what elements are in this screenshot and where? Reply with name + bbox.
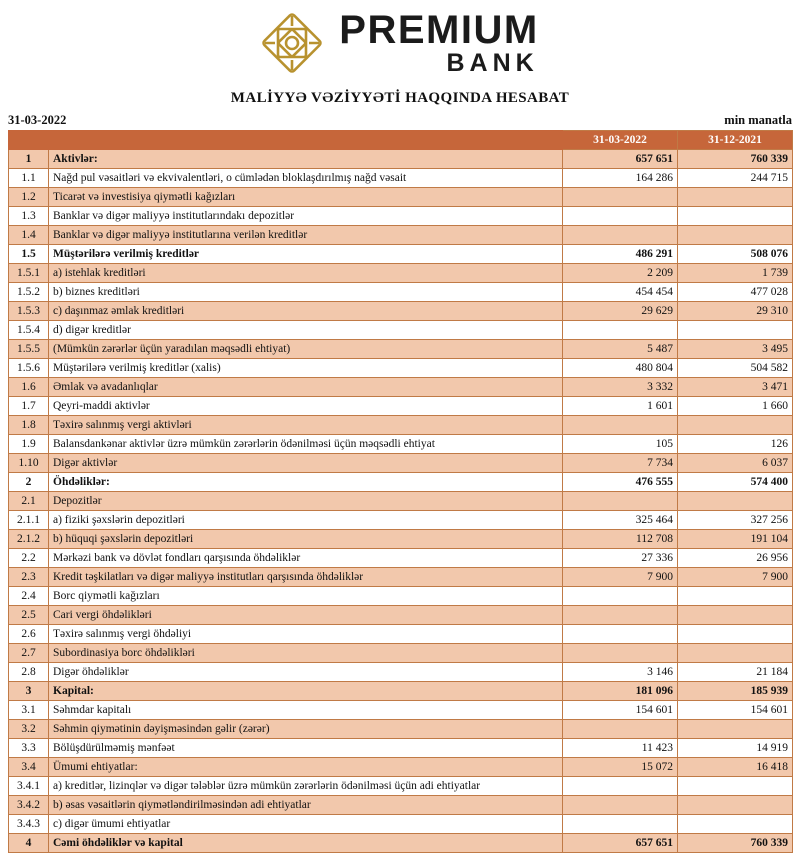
row-value-previous — [678, 207, 793, 226]
row-number: 3.4 — [9, 758, 49, 777]
table-row — [9, 245, 793, 264]
row-value-previous — [678, 587, 793, 606]
report-units: min manatla — [724, 113, 792, 127]
row-number: 1.1 — [9, 169, 49, 188]
row-description: Aktivlər: — [49, 150, 563, 169]
table-row — [9, 473, 793, 492]
row-description: c) digər ümumi ehtiyatlar — [49, 815, 563, 834]
table-row — [9, 834, 793, 853]
row-number: 2.1 — [9, 492, 49, 511]
row-value-previous — [678, 606, 793, 625]
row-description: Cari vergi öhdəlikləri — [49, 606, 563, 625]
row-description: (Mümkün zərərlər üçün yaradılan məqsədli ehtiyat) — [49, 340, 563, 359]
row-value-previous — [678, 321, 793, 340]
row-description: a) kreditlər, lizinqlər və digər tələblər üzrə mümkün zərərlərin ödənilməsi üçün adi ehtiyatlar — [49, 777, 563, 796]
row-value-current — [563, 625, 678, 644]
row-value-previous — [678, 492, 793, 511]
row-number: 1.5 — [9, 245, 49, 264]
row-number: 2.4 — [9, 587, 49, 606]
row-description: Öhdəliklər: — [49, 473, 563, 492]
row-value-previous: 14 919 — [678, 739, 793, 758]
row-value-previous: 1 660 — [678, 397, 793, 416]
row-description: Subordinasiya borc öhdəlikləri — [49, 644, 563, 663]
row-value-previous: 7 900 — [678, 568, 793, 587]
row-number: 2.7 — [9, 644, 49, 663]
row-description: b) biznes kreditləri — [49, 283, 563, 302]
row-description: Digər öhdəliklər — [49, 663, 563, 682]
brand-primary-text: PREMIUM — [339, 8, 539, 52]
row-description: Əmlak və avadanlıqlar — [49, 378, 563, 397]
row-value-current — [563, 492, 678, 511]
row-value-current: 105 — [563, 435, 678, 454]
row-value-previous — [678, 625, 793, 644]
table-row — [9, 663, 793, 682]
row-value-previous — [678, 416, 793, 435]
row-number: 4 — [9, 834, 49, 853]
row-number: 3.4.1 — [9, 777, 49, 796]
row-number: 2.2 — [9, 549, 49, 568]
row-number: 1.6 — [9, 378, 49, 397]
row-value-current: 27 336 — [563, 549, 678, 568]
row-number: 1.5.6 — [9, 359, 49, 378]
table-row — [9, 587, 793, 606]
row-number: 2 — [9, 473, 49, 492]
row-value-current — [563, 188, 678, 207]
row-value-previous: 26 956 — [678, 549, 793, 568]
table-row — [9, 207, 793, 226]
row-value-current: 7 900 — [563, 568, 678, 587]
row-value-previous — [678, 644, 793, 663]
row-number: 1.10 — [9, 454, 49, 473]
row-value-current — [563, 606, 678, 625]
row-value-current: 476 555 — [563, 473, 678, 492]
row-number: 3.1 — [9, 701, 49, 720]
table-row — [9, 435, 793, 454]
row-value-previous: 504 582 — [678, 359, 793, 378]
row-number: 1.4 — [9, 226, 49, 245]
table-row — [9, 359, 793, 378]
row-number: 3 — [9, 682, 49, 701]
row-number: 2.5 — [9, 606, 49, 625]
row-description: Balansdankənar aktivlər üzrə mümkün zərərlərin ödənilməsi üçün məqsədli ehtiyat — [49, 435, 563, 454]
report-meta — [0, 113, 800, 130]
table-row — [9, 796, 793, 815]
table-row — [9, 150, 793, 169]
row-number: 1.5.4 — [9, 321, 49, 340]
row-value-previous — [678, 777, 793, 796]
row-value-previous: 477 028 — [678, 283, 793, 302]
row-description: Banklar və digər maliyyə institutlarına verilən kreditlər — [49, 226, 563, 245]
table-row — [9, 188, 793, 207]
row-value-previous — [678, 226, 793, 245]
table-row — [9, 511, 793, 530]
row-number: 1.5.1 — [9, 264, 49, 283]
row-description: Ticarət və investisiya qiymətli kağızları — [49, 188, 563, 207]
table-row — [9, 682, 793, 701]
row-value-previous: 3 495 — [678, 340, 793, 359]
row-number: 2.3 — [9, 568, 49, 587]
row-number: 2.6 — [9, 625, 49, 644]
row-value-previous: 244 715 — [678, 169, 793, 188]
row-value-previous: 21 184 — [678, 663, 793, 682]
row-number: 3.4.2 — [9, 796, 49, 815]
row-number: 1.2 — [9, 188, 49, 207]
table-row — [9, 283, 793, 302]
row-description: Müştərilərə verilmiş kreditlər (xalis) — [49, 359, 563, 378]
row-description: c) daşınmaz əmlak kreditləri — [49, 302, 563, 321]
table-row — [9, 568, 793, 587]
row-value-current: 112 708 — [563, 530, 678, 549]
row-description: b) əsas vəsaitlərin qiymətləndirilməsindən adi ehtiyatlar — [49, 796, 563, 815]
row-number: 1 — [9, 150, 49, 169]
row-description: Kapital: — [49, 682, 563, 701]
row-value-current: 29 629 — [563, 302, 678, 321]
row-number: 2.1.1 — [9, 511, 49, 530]
row-description: a) fiziki şəxslərin depozitləri — [49, 511, 563, 530]
row-value-current — [563, 416, 678, 435]
row-description: Depozitlər — [49, 492, 563, 511]
row-number: 2.8 — [9, 663, 49, 682]
brand-wordmark — [339, 10, 538, 76]
table-row — [9, 454, 793, 473]
table-row — [9, 321, 793, 340]
row-description: a) istehlak kreditləri — [49, 264, 563, 283]
row-value-previous: 3 471 — [678, 378, 793, 397]
row-number: 1.5.3 — [9, 302, 49, 321]
row-description: Bölüşdürülməmiş mənfəət — [49, 739, 563, 758]
table-row — [9, 758, 793, 777]
row-value-current: 3 332 — [563, 378, 678, 397]
report-date: 31-03-2022 — [8, 113, 67, 127]
row-description: Digər aktivlər — [49, 454, 563, 473]
row-value-previous: 191 104 — [678, 530, 793, 549]
row-description: Ümumi ehtiyatlar: — [49, 758, 563, 777]
row-description: d) digər kreditlər — [49, 321, 563, 340]
table-row — [9, 606, 793, 625]
row-value-previous: 760 339 — [678, 834, 793, 853]
row-description: Banklar və digər maliyyə institutlarındakı depozitlər — [49, 207, 563, 226]
row-value-previous: 154 601 — [678, 701, 793, 720]
column-header-period-current: 31-03-2022 — [563, 131, 678, 150]
brand-secondary-text: BANK — [446, 49, 539, 77]
financial-statement-table — [8, 130, 793, 853]
row-value-previous: 6 037 — [678, 454, 793, 473]
row-value-current: 454 454 — [563, 283, 678, 302]
table-row — [9, 720, 793, 739]
row-value-previous: 508 076 — [678, 245, 793, 264]
row-value-current: 325 464 — [563, 511, 678, 530]
row-value-current: 3 146 — [563, 663, 678, 682]
row-value-previous: 1 739 — [678, 264, 793, 283]
table-row — [9, 397, 793, 416]
row-number: 2.1.2 — [9, 530, 49, 549]
row-value-current — [563, 815, 678, 834]
row-description: Nağd pul vəsaitləri və ekvivalentləri, o cümlədən bloklaşdırılmış nağd vəsait — [49, 169, 563, 188]
table-row — [9, 492, 793, 511]
row-description: Cəmi öhdəliklər və kapital — [49, 834, 563, 853]
row-value-current: 181 096 — [563, 682, 678, 701]
table-row — [9, 739, 793, 758]
row-description: Səhmin qiymətinin dəyişməsindən gəlir (zərər) — [49, 720, 563, 739]
row-description: Təxirə salınmış vergi öhdəliyi — [49, 625, 563, 644]
row-description: Təxirə salınmış vergi aktivləri — [49, 416, 563, 435]
table-row — [9, 777, 793, 796]
row-value-previous: 574 400 — [678, 473, 793, 492]
row-value-current: 15 072 — [563, 758, 678, 777]
row-number: 1.5.2 — [9, 283, 49, 302]
row-description: Mərkəzi bank və dövlət fondları qarşısında öhdəliklər — [49, 549, 563, 568]
table-row — [9, 625, 793, 644]
row-value-current: 154 601 — [563, 701, 678, 720]
row-value-previous: 760 339 — [678, 150, 793, 169]
row-value-current: 480 804 — [563, 359, 678, 378]
table-row — [9, 340, 793, 359]
brand-header — [0, 0, 800, 78]
row-value-current: 657 651 — [563, 834, 678, 853]
row-value-previous: 29 310 — [678, 302, 793, 321]
row-number: 1.8 — [9, 416, 49, 435]
row-number: 1.3 — [9, 207, 49, 226]
table-row — [9, 416, 793, 435]
table-row — [9, 530, 793, 549]
row-value-current — [563, 777, 678, 796]
row-value-current — [563, 207, 678, 226]
row-value-current: 5 487 — [563, 340, 678, 359]
row-value-current: 164 286 — [563, 169, 678, 188]
column-header-number — [9, 131, 49, 150]
row-number: 1.7 — [9, 397, 49, 416]
row-number: 3.4.3 — [9, 815, 49, 834]
page-title: MALİYYƏ VƏZİYYƏTİ HAQQINDA HESABAT — [230, 90, 570, 106]
row-value-current: 1 601 — [563, 397, 678, 416]
row-value-previous — [678, 796, 793, 815]
table-header-row — [9, 131, 793, 150]
table-row — [9, 378, 793, 397]
row-number: 1.9 — [9, 435, 49, 454]
row-value-previous: 185 939 — [678, 682, 793, 701]
row-description: Müştərilərə verilmiş kreditlər — [49, 245, 563, 264]
table-row — [9, 226, 793, 245]
row-value-current — [563, 226, 678, 245]
row-number: 3.3 — [9, 739, 49, 758]
row-description: Qeyri-maddi aktivlər — [49, 397, 563, 416]
table-row — [9, 302, 793, 321]
table-row — [9, 815, 793, 834]
row-value-current — [563, 587, 678, 606]
row-value-previous: 327 256 — [678, 511, 793, 530]
row-description: Kredit təşkilatları və digər maliyyə institutları qarşısında öhdəliklər — [49, 568, 563, 587]
table-row — [9, 701, 793, 720]
row-value-previous: 16 418 — [678, 758, 793, 777]
row-description: Borc qiymətli kağızları — [49, 587, 563, 606]
row-value-previous — [678, 720, 793, 739]
row-number: 1.5.5 — [9, 340, 49, 359]
table-row — [9, 169, 793, 188]
column-header-period-previous: 31-12-2021 — [678, 131, 793, 150]
column-header-description — [49, 131, 563, 150]
row-value-previous: 126 — [678, 435, 793, 454]
row-value-current: 486 291 — [563, 245, 678, 264]
row-value-current: 657 651 — [563, 150, 678, 169]
row-value-current — [563, 796, 678, 815]
row-value-current: 2 209 — [563, 264, 678, 283]
premium-bank-knot-logo-icon — [261, 12, 323, 74]
table-row — [9, 549, 793, 568]
row-value-previous — [678, 815, 793, 834]
row-description: Səhmdar kapitalı — [49, 701, 563, 720]
row-number: 3.2 — [9, 720, 49, 739]
row-value-current: 7 734 — [563, 454, 678, 473]
table-row — [9, 644, 793, 663]
row-value-current — [563, 644, 678, 663]
row-value-current — [563, 321, 678, 340]
row-value-current — [563, 720, 678, 739]
row-value-current: 11 423 — [563, 739, 678, 758]
row-description: b) hüquqi şəxslərin depozitləri — [49, 530, 563, 549]
row-value-previous — [678, 188, 793, 207]
table-row — [9, 264, 793, 283]
